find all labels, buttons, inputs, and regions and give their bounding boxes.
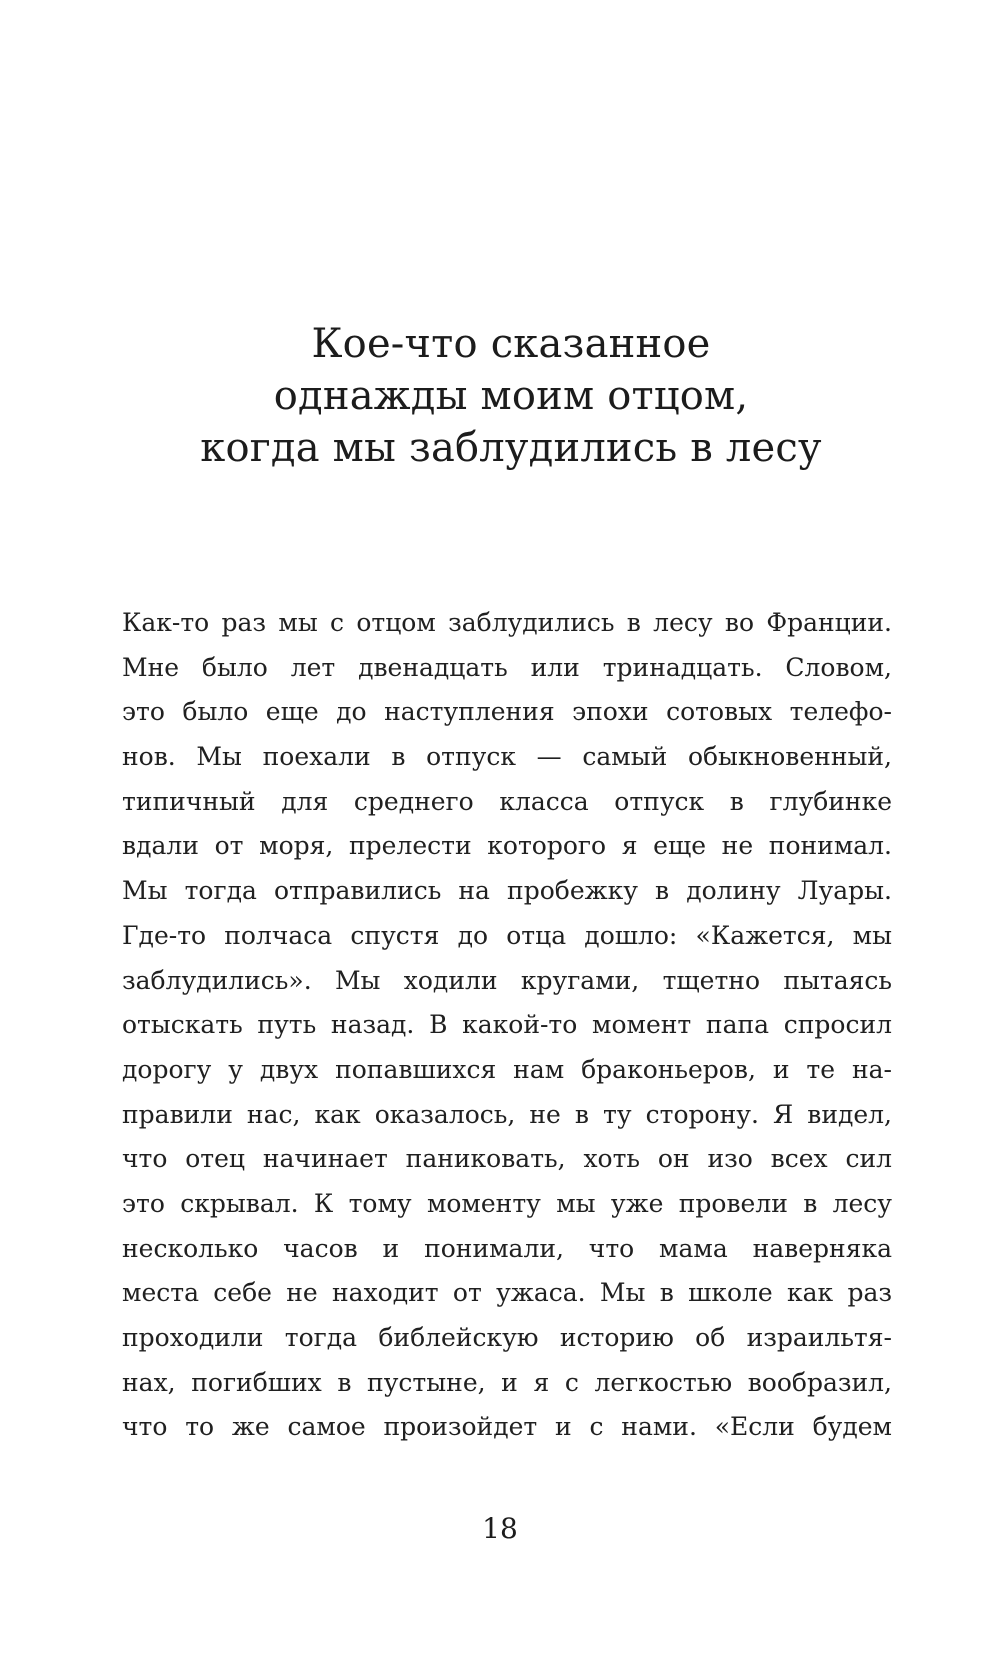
chapter-title [120, 318, 902, 474]
text-line: отыскать путь назад. В какой-то момент папа спросил [122, 1010, 892, 1040]
text-line: несколько часов и понимали, что мама наверняка [122, 1233, 892, 1263]
text-line: Где-то полчаса спустя до отца дошло: «Кажется, мы [122, 920, 892, 950]
text-line: это скрывал. К тому моменту мы уже провели в лесу [122, 1188, 892, 1218]
text-line: дорогу у двух попавшихся нам браконьеров, и те на- [122, 1054, 892, 1084]
text-line: места себе не находит от ужаса. Мы в школе как раз [122, 1278, 892, 1308]
text-line: Мне было лет двенадцать или тринадцать. Словом, [122, 652, 892, 682]
text-line: это было еще до наступления эпохи сотовых телефо- [122, 697, 892, 727]
text-line: нов. Мы поехали в отпуск — самый обыкновенный, [122, 742, 892, 772]
text-line: нах, погибших в пустыне, и я с легкостью вообразил, [122, 1367, 892, 1397]
text-line: заблудились». Мы ходили кругами, тщетно пытаясь [122, 965, 892, 995]
chapter-title-line: когда мы заблудились в лесу [200, 425, 822, 471]
text-line: что отец начинает паниковать, хоть он изо всех сил [122, 1144, 892, 1174]
chapter-title-line: однажды моим отцом, [273, 373, 749, 419]
chapter-title-line: Кое-что сказанное [311, 321, 711, 367]
text-line: типичный для среднего класса отпуск в глубинке [122, 786, 892, 816]
text-line: вдали от моря, прелести которого я еще не понимал. [122, 831, 892, 861]
text-line: проходили тогда библейскую историю об израильтя- [122, 1323, 892, 1352]
text-line: Как-то раз мы с отцом заблудились в лесу во Франции. [122, 608, 892, 637]
text-line: правили нас, как оказалось, не в ту сторону. Я видел, [122, 1099, 892, 1129]
text-line: Мы тогда отправились на пробежку в долину Луары. [122, 876, 892, 906]
page-number: 18 [482, 1512, 518, 1545]
text-line: что то же самое произойдет и с нами. «Если будем [122, 1412, 892, 1442]
body-paragraph [122, 601, 892, 1450]
